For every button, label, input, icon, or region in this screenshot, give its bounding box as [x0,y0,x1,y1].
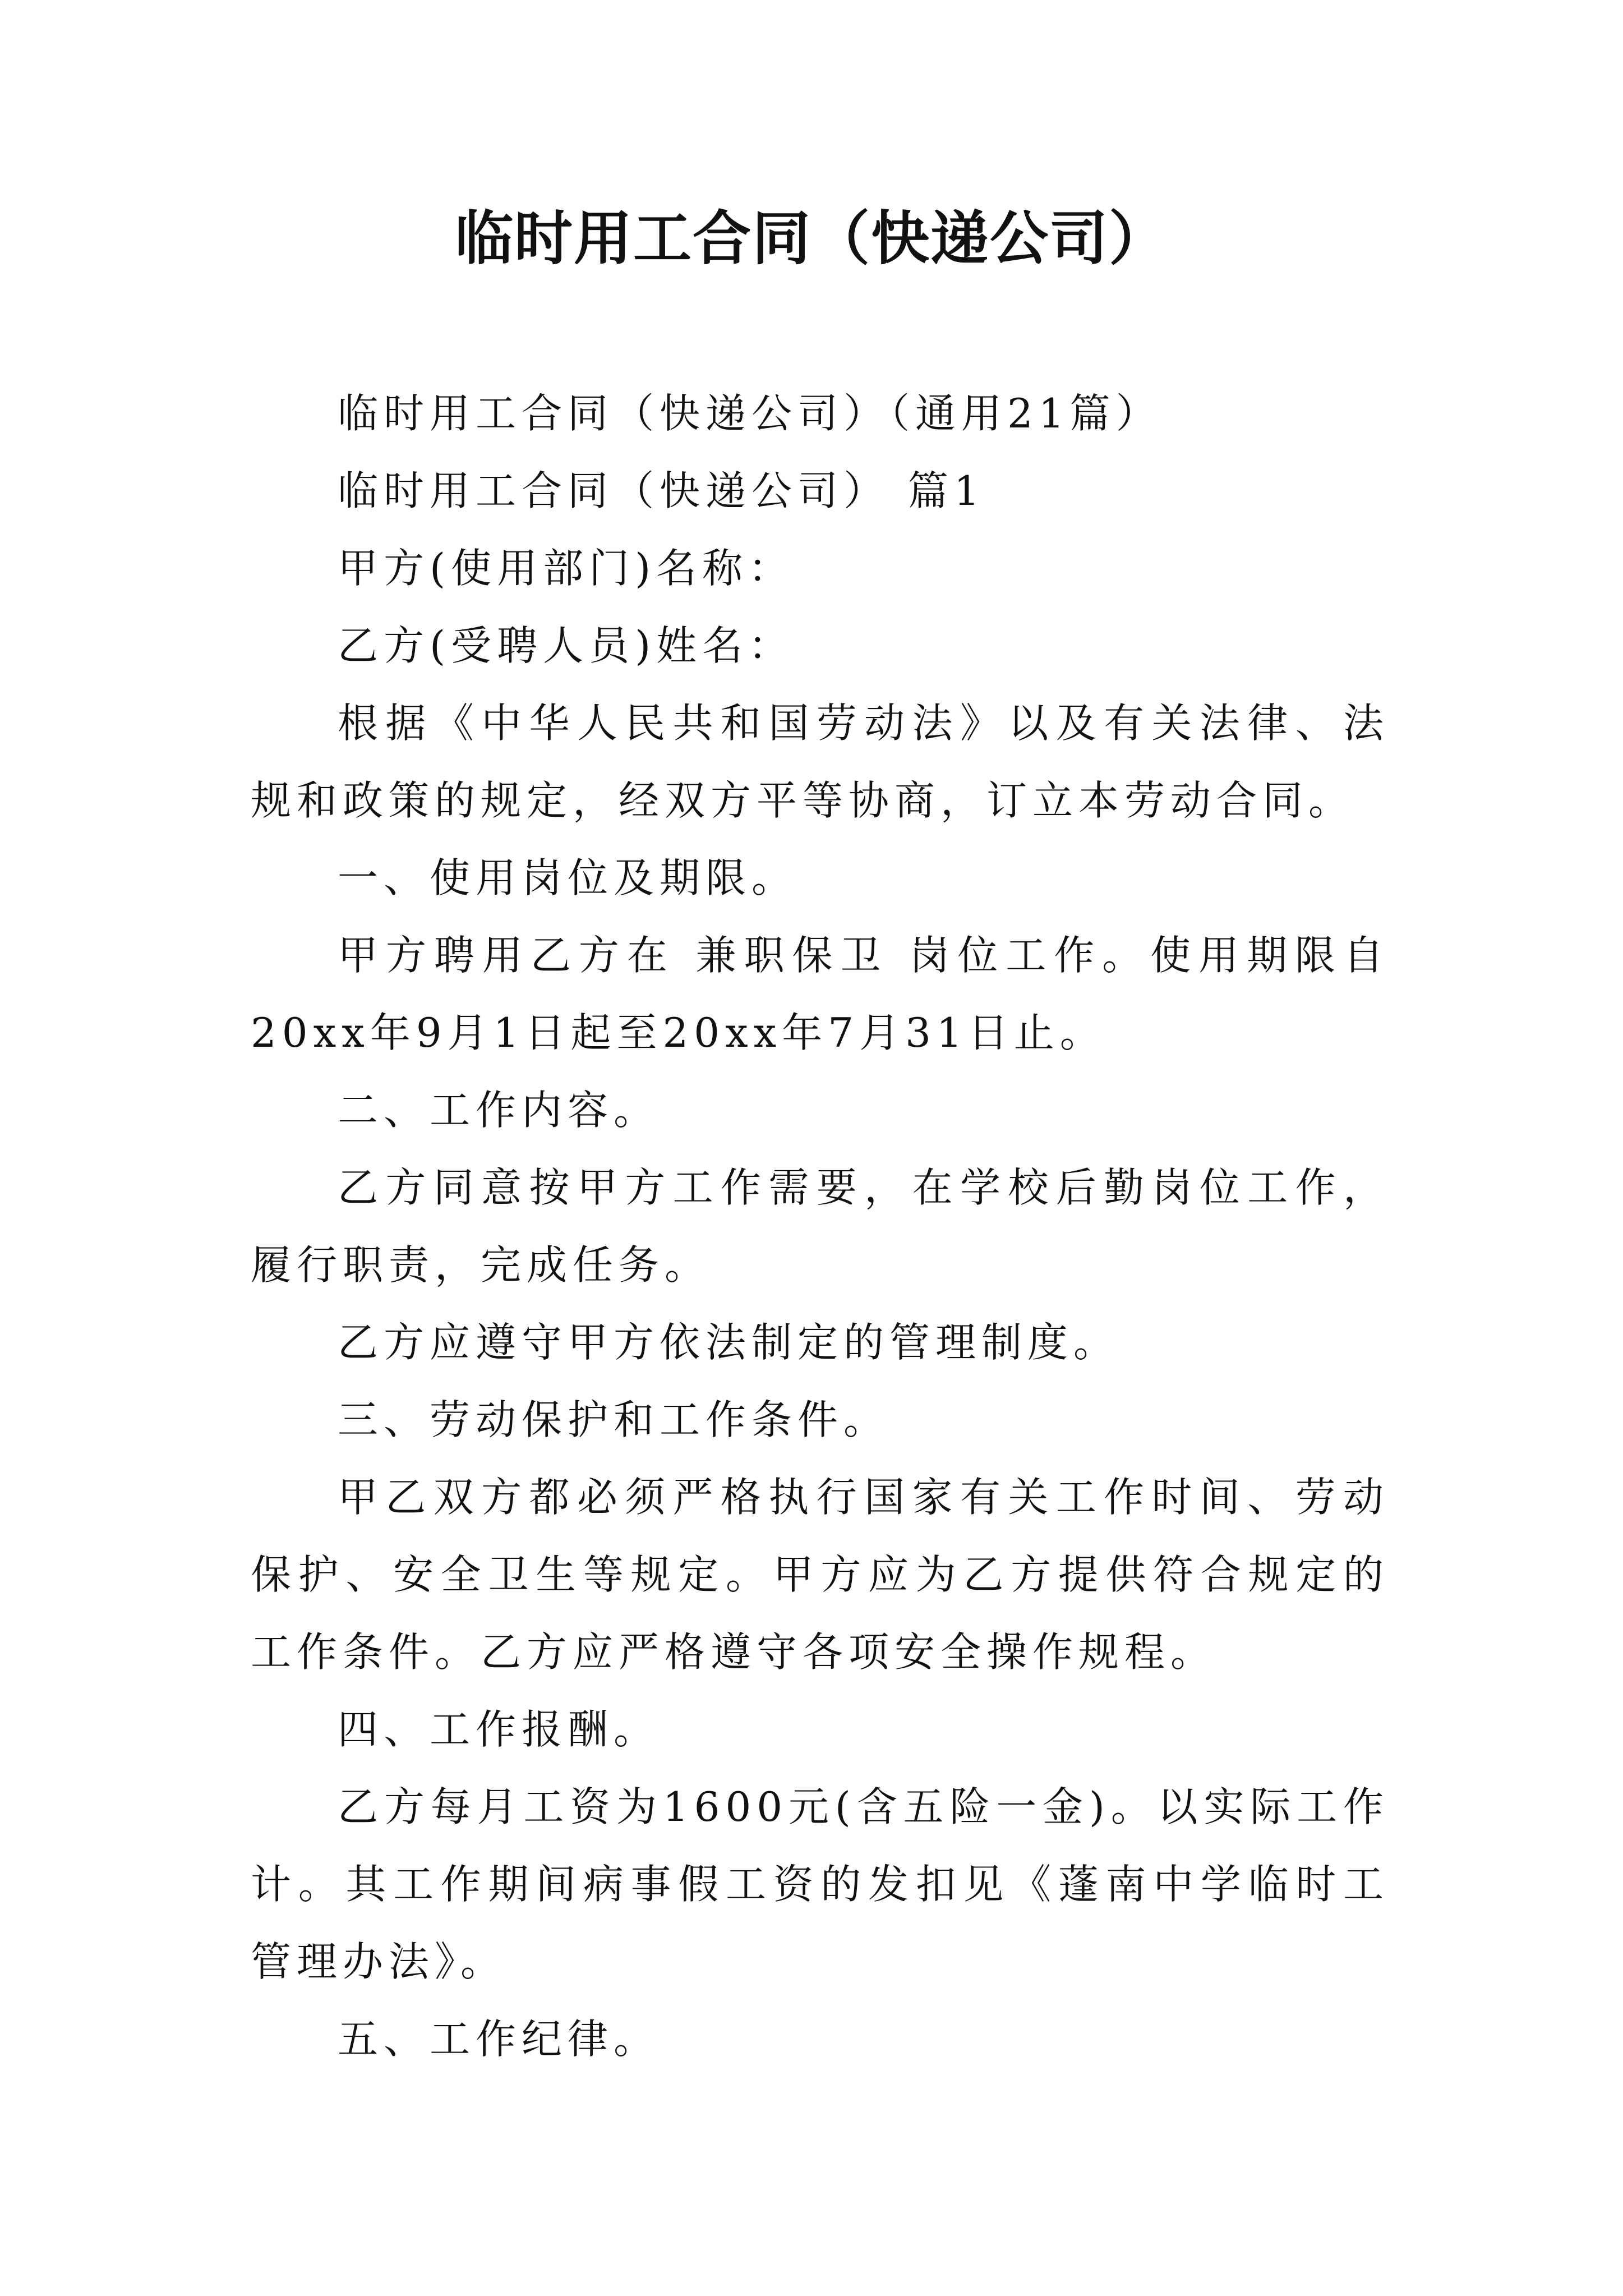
paragraph-clause-5-heading: 五、工作纪律。 [338,2016,660,2063]
paragraph-clause-1-heading: 一、使用岗位及期限。 [338,854,798,901]
paragraph-clause-1-body: 甲方聘用乙方在 兼职保卫 岗位工作。使用期限自20xx年9月1日起至20xx年7月31日止。 [251,932,1389,1056]
paragraph-party-a: 甲方(使用部门)名称： [338,545,795,592]
paragraph-section-heading: 临时用工合同（快递公司） 篇1 [338,467,985,514]
paragraph-preamble: 根据《中华人民共和国劳动法》以及有关法律、法规和政策的规定，经双方平等协商，订立本劳动合同。 [251,700,1389,824]
paragraph-clause-4-heading: 四、工作报酬。 [338,1706,660,1753]
paragraph-clause-2-body: 乙方同意按甲方工作需要，在学校后勤岗位工作，履行职责，完成任务。 [251,1164,1389,1289]
paragraph-party-b: 乙方(受聘人员)姓名： [338,622,795,669]
paragraph-clause-3-heading: 三、劳动保护和工作条件。 [338,1396,890,1443]
document-body [251,375,1389,2078]
paragraph-clause-2-heading: 二、工作内容。 [338,1087,660,1134]
document-title: 临时用工合同（快递公司） [454,204,1168,273]
paragraph-clause-4-body: 乙方每月工资为1600元(含五险一金)。以实际工作计。其工作期间病事假工资的发扣见《蓬南中学临时工管理办法》。 [251,1783,1389,1985]
paragraph-clause-3-body: 甲乙双方都必须严格执行国家有关工作时间、劳动保护、安全卫生等规定。甲方应为乙方提供符合规定的工作条件。乙方应严格遵守各项安全操作规程。 [251,1474,1389,1676]
paragraph-clause-2-rules: 乙方应遵守甲方依法制定的管理制度。 [338,1319,1120,1366]
paragraph-subtitle: 临时用工合同（快递公司）（通用21篇） [338,390,1162,437]
